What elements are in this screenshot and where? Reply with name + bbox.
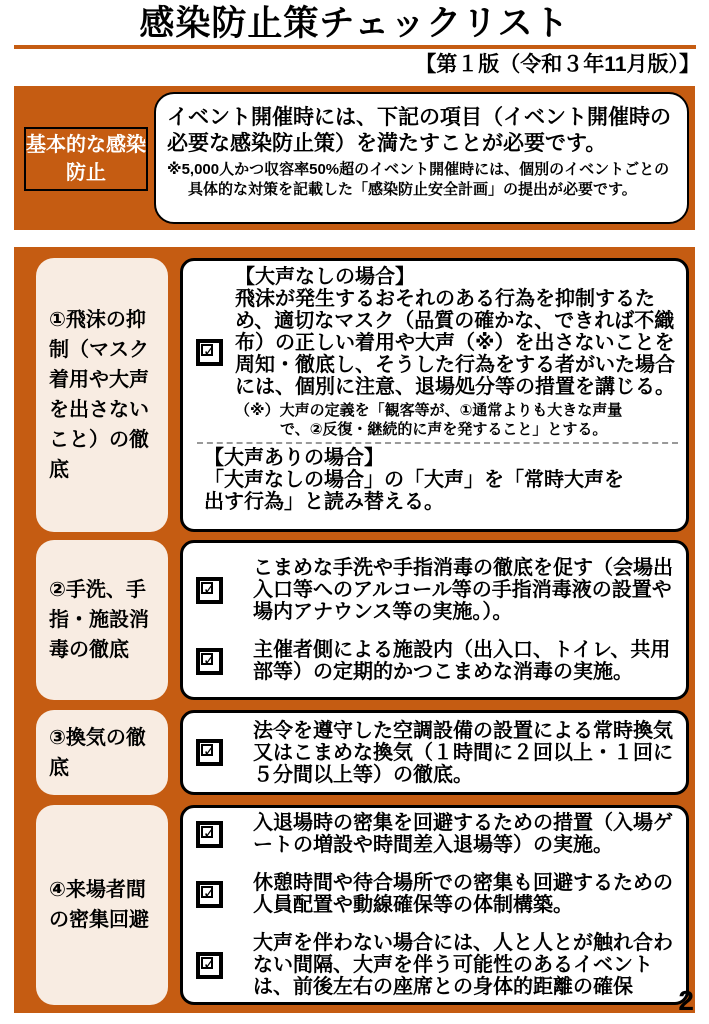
check-item — [183, 261, 686, 439]
check-item — [183, 812, 686, 856]
check-item-text: 休憩時間や待合場所での密集も回避するための人員配置や動線確保等の体制構築。 — [253, 872, 673, 916]
checkbox-checked-icon[interactable] — [196, 648, 223, 675]
page-title: 感染防止策チェックリスト — [139, 4, 570, 43]
checkbox-checked-icon[interactable] — [196, 739, 223, 766]
note-line-2: で、②反復・継続的に声を発すること」とする。 — [280, 421, 608, 438]
check-item — [183, 720, 686, 786]
section-label-ventilation: ③換気の徹底 — [36, 710, 168, 795]
check-glyph: ✓ — [203, 580, 216, 598]
basic-prevention-panel — [14, 86, 695, 230]
basic-prevention-text: イベント開催時には、下記の項目（イベント開催時の必要な感染防止策）を満たすことが必要です。 — [167, 106, 671, 155]
basic-prevention-label: 基本的な感染防止 — [24, 127, 148, 191]
note-line-1: （※）大声の定義を「観客等が、①通常よりも大きな声量 — [235, 402, 623, 419]
section-label-hand-washing: ②手洗、手指・施設消毒の徹底 — [36, 540, 168, 700]
check-glyph: ✓ — [203, 743, 216, 760]
check-item-text: 入退場時の密集を回避するための措置（入場ゲートの増設や時間差入退場等）の実施。 — [253, 812, 673, 856]
shout-case-block — [183, 446, 686, 513]
check-item — [183, 639, 686, 683]
page-number: 2 — [678, 985, 694, 1016]
shout-body: 「大声なしの場合」の「大声」を「常時大声を出す行為」と読み替える。 — [204, 469, 624, 513]
check-item — [183, 932, 686, 998]
check-item-text-block — [235, 266, 676, 439]
check-item-text: 大声を伴わない場合には、人と人とが触れ合わない間隔、大声を伴う可能性のあるイベントは、前後左右の座席との身体的距離の確保 — [253, 932, 673, 998]
section-ventilation — [36, 710, 689, 795]
check-glyph: ✓ — [203, 884, 216, 902]
checkbox-checked-icon[interactable] — [196, 821, 223, 848]
section-droplet-suppression — [36, 258, 689, 532]
section-label-crowd-avoidance: ④来場者間の密集回避 — [36, 805, 168, 1005]
basic-prevention-note: ※5,000人かつ収容率50%超のイベント開催時には、個別のイベントごとの具体的な対策を記載した「感染防止安全計画」の提出が必要です。 — [167, 161, 670, 198]
check-item-text: 主催者側による施設内（出入口、トイレ、共用部等）の定期的かつこまめな消毒の実施。 — [253, 639, 671, 683]
check-glyph: ✓ — [203, 651, 216, 669]
no-shout-header: 【大声なしの場合】 — [235, 266, 415, 288]
checklist-panel — [14, 247, 695, 1013]
no-shout-body: 飛沫が発生するおそれのある行為を抑制するため、適切なマスク（品質の確かな、できれば不織布）の正しい着用や大声（※）を出さないことを周知・徹底し、そうした行為をする者がいた場合には、個別に注意、退場処分等の措置を講じる。 — [235, 288, 675, 398]
checkbox-checked-icon[interactable] — [196, 952, 223, 979]
shout-definition-note — [235, 401, 676, 439]
checkbox-checked-icon[interactable] — [196, 577, 223, 604]
shout-header: 【大声ありの場合】 — [204, 447, 384, 469]
section-content-ventilation — [180, 710, 689, 795]
check-item-text: こまめな手洗や手指消毒の徹底を促す（会場出入口等へのアルコール等の手指消毒液の設置や場内アナウンス等の実施。）。 — [253, 557, 673, 623]
section-content-droplet — [180, 258, 689, 532]
version-label: 【第１版（令和３年11月版）】 — [415, 53, 700, 76]
check-glyph: ✓ — [203, 955, 216, 973]
checkbox-checked-icon[interactable] — [196, 881, 223, 908]
section-crowd-avoidance — [36, 805, 689, 1005]
check-glyph: ✓ — [203, 343, 216, 360]
check-glyph: ✓ — [203, 824, 216, 842]
check-item-text: 法令を遵守した空調設備の設置による常時換気又はこまめな換気（１時間に２回以上・１回に５分間以上等）の徹底。 — [253, 719, 673, 786]
section-content-hand-washing — [180, 540, 689, 700]
checkbox-checked-icon[interactable] — [196, 339, 223, 366]
check-item — [183, 872, 686, 916]
dashed-divider — [197, 442, 678, 444]
section-hand-washing — [36, 540, 689, 700]
check-item — [183, 557, 686, 623]
basic-prevention-content — [154, 92, 689, 224]
section-content-crowd-avoidance — [180, 805, 689, 1005]
section-label-droplet: ①飛沫の抑制（マスク着用や大声を出さないこと）の徹底 — [36, 258, 168, 532]
